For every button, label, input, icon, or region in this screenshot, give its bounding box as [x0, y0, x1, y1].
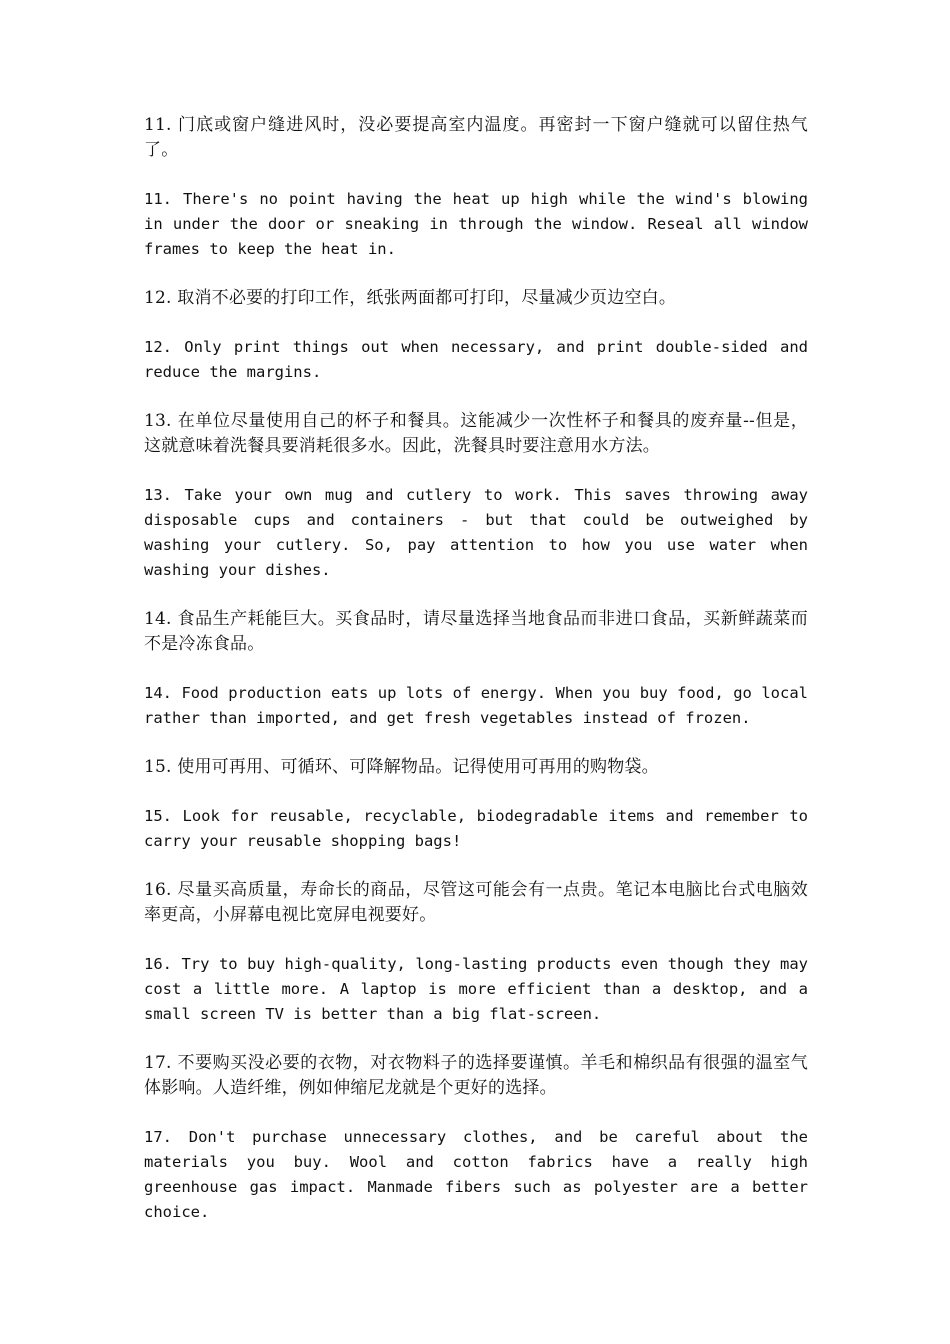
paragraph-14-zh: 14. 食品生产耗能巨大。买食品时，请尽量选择当地食品而非进口食品，买新鲜蔬菜而不是冷冻食品。 — [144, 609, 808, 654]
paragraph-15-en: 15. Look for reusable, recyclable, biodegradable items and remember to carry your reusable shopping bags! — [144, 807, 808, 850]
paragraph-13-en: 13. Take your own mug and cutlery to work. This saves throwing away disposable cups and containers - but that could be outweighed by washing your cutlery. So, pay attention to how you use water when washing your dishes. — [144, 486, 808, 579]
paragraph-12-zh: 12. 取消不必要的打印工作，纸张两面都可打印，尽量减少页边空白。 — [144, 288, 677, 308]
paragraph-17-zh: 17. 不要购买没必要的衣物，对衣物料子的选择要谨慎。羊毛和棉织品有很强的温室气体影响。人造纤维，例如伸缩尼龙就是个更好的选择。 — [144, 1053, 808, 1098]
paragraph-16-en: 16. Try to buy high-quality, long-lasting products even though they may cost a little more. A laptop is more efficient than a desktop, and a small screen TV is better than a big flat-screen. — [144, 955, 808, 1023]
paragraph-11-en: 11. There's no point having the heat up high while the wind's blowing in under the door or sneaking in through the window. Reseal all window frames to keep the heat in. — [144, 190, 808, 258]
paragraph-14-en: 14. Food production eats up lots of energy. When you buy food, go local rather than imported, and get fresh vegetables instead of frozen. — [144, 684, 808, 727]
paragraph-13-zh: 13. 在单位尽量使用自己的杯子和餐具。这能减少一次性杯子和餐具的废弃量--但是，这就意味着洗餐具要消耗很多水。因此，洗餐具时要注意用水方法。 — [144, 411, 808, 456]
paragraph-12-en: 12. Only print things out when necessary, and print double-sided and reduce the margins. — [144, 338, 808, 381]
paragraph-17-en: 17. Don't purchase unnecessary clothes, and be careful about the materials you buy. Wool and cotton fabrics have a really high greenhouse gas impact. Manmade fibers such as polyester are a better choice. — [144, 1128, 808, 1221]
paragraph-15-zh: 15. 使用可再用、可循环、可降解物品。记得使用可再用的购物袋。 — [144, 757, 659, 777]
paragraph-11-zh: 11. 门底或窗户缝进风时，没必要提高室内温度。再密封一下窗户缝就可以留住热气了。 — [144, 115, 808, 160]
document-page — [144, 113, 808, 1249]
paragraph-16-zh: 16. 尽量买高质量，寿命长的商品，尽管这可能会有一点贵。笔记本电脑比台式电脑效率更高，小屏幕电视比宽屏电视要好。 — [144, 880, 808, 925]
